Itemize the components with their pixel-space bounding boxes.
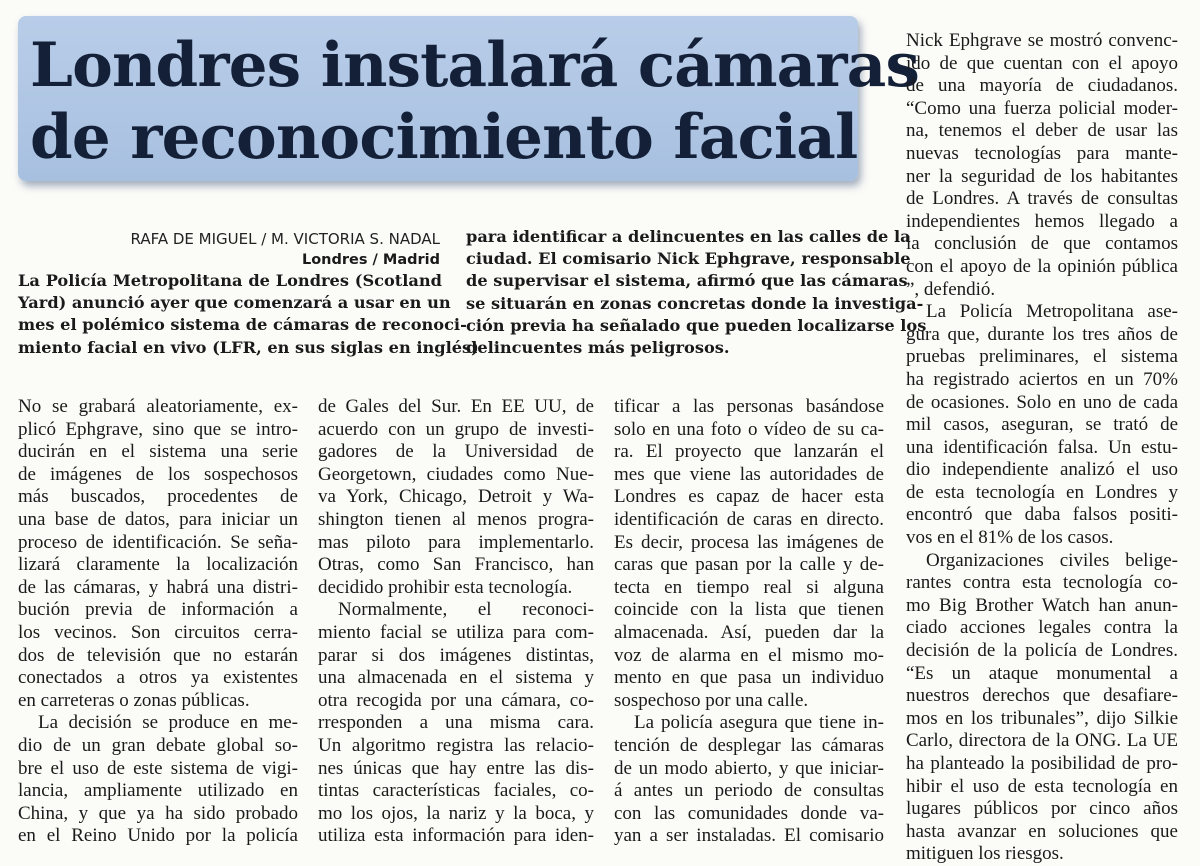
body-line: mitiguen los riesgos.	[906, 843, 1064, 865]
body-line: lancia, ampliamente utilizado en	[18, 780, 298, 802]
body-line: una almacenada en el sistema y	[318, 667, 594, 689]
body-line: de una mayoría de ciudadanos.	[906, 75, 1178, 97]
body-line: voz de alarma en el mismo mo-	[614, 644, 884, 666]
body-line: almacenada. Así, pueden dar la	[614, 621, 884, 643]
headline-line-1: Londres instalará cámaras	[30, 30, 920, 101]
body-line: tención de desplegar las cámaras	[614, 734, 884, 756]
body-line: rantes contra esta tecnología co-	[906, 572, 1178, 594]
body-line: utiliza esta información para iden-	[318, 825, 594, 847]
body-line: No se grabará aleatoriamente, ex-	[18, 396, 298, 417]
body-column-4	[906, 30, 1178, 866]
body-line: ducirán en el sistema una serie	[18, 441, 298, 463]
body-line: tificar a las personas basándose	[614, 396, 884, 417]
body-line: encontró que daba falsos positi-	[906, 504, 1178, 526]
body-line: dos de televisión que no estarán	[18, 644, 298, 666]
body-line: con las comunidades donde va-	[614, 802, 884, 824]
body-line: gadores de la Universidad de	[318, 441, 594, 463]
body-line: ner la seguridad de los habitantes	[906, 165, 1178, 187]
body-line: decidido prohibir esta tecnología.	[318, 576, 573, 598]
lead-line: delincuentes más peligrosos.	[466, 338, 730, 358]
body-line: La Policía Metropolitana ase-	[926, 301, 1178, 323]
body-line: mos en los tribunales”, dijo Silkie	[906, 707, 1178, 729]
body-line: Londres es capaz de hacer esta	[614, 486, 884, 508]
lead-line: miento facial en vivo (LFR, en sus siglas en inglés)	[18, 337, 479, 357]
body-line: miento facial se utiliza para com-	[318, 621, 594, 643]
body-line: Nick Ephgrave se mostró convenc-	[906, 30, 1178, 51]
lead-line: Yard) anunció ayer que comenzará a usar en un	[18, 293, 451, 313]
body-line: mil casos, aseguran, se trató de	[906, 414, 1178, 436]
lead-line: para identificar a delincuentes en las calles de la	[466, 227, 911, 246]
body-line: plicó Ephgrave, sino que se intro-	[18, 418, 298, 440]
body-line: en carreteras o zonas públicas.	[18, 689, 250, 711]
body-line: una identificación falsa. Un estu-	[906, 436, 1178, 458]
body-line: vos en el 81% de los casos.	[906, 527, 1114, 549]
headline-banner	[18, 16, 920, 181]
body-line: “Como una fuerza policial moder-	[906, 97, 1178, 119]
body-line: independientes hemos llegado a	[906, 210, 1178, 232]
body-line: Georgetown, ciudades como Nue-	[318, 463, 594, 485]
body-line: más buscados, procedentes de	[18, 486, 298, 508]
body-line: dio de un gran debate global so-	[18, 734, 298, 756]
body-line: mo Big Brother Watch han anun-	[906, 594, 1178, 616]
lead-line: ción previa ha señalado que pueden localizarse los	[466, 315, 927, 335]
body-line: de esta tecnología en Londres y	[906, 481, 1178, 503]
body-line: la conclusión de que contamos	[906, 233, 1178, 255]
body-line: nuevas tecnologías para mante-	[906, 142, 1178, 164]
body-line: los vecinos. Son circuitos cerra-	[18, 621, 298, 643]
body-line: rresponden a una misma cara.	[318, 712, 594, 734]
body-line: decisión de la policía de Londres.	[906, 640, 1178, 662]
body-line: Carlo, directora de la ONG. La UE	[906, 730, 1178, 752]
body-line: ciado acciones legales contra la	[906, 617, 1178, 639]
body-line: ra. El proyecto que lanzarán el	[614, 441, 884, 463]
body-line: á antes un periodo de consultas	[614, 780, 884, 802]
body-line: ”, defendió.	[906, 278, 996, 300]
body-line: La policía asegura que tiene in-	[634, 712, 884, 734]
lead-line: La Policía Metropolitana de Londres (Scotland	[18, 271, 442, 290]
body-line: dio independiente analizó el uso	[906, 459, 1178, 481]
body-column-2	[318, 396, 594, 848]
body-line: bre el uso de este sistema de vigi-	[18, 757, 298, 779]
body-line: caras que pasan por la calle y de-	[614, 554, 884, 576]
body-line: mes que viene las autoridades de	[614, 463, 884, 485]
body-line: mas piloto para implementarlo.	[318, 531, 594, 553]
body-line: de ocasiones. Solo en uno de cada	[906, 391, 1178, 413]
body-line: Organizaciones civiles belige-	[926, 549, 1178, 571]
body-line: shington tienen al menos progra-	[318, 508, 594, 530]
body-line: tecta en tiempo real si alguna	[614, 576, 884, 598]
body-line: bución previa de información a	[18, 599, 298, 621]
lead-line: mes el polémico sistema de cámaras de reconoci-	[18, 315, 467, 335]
body-line: hasta avanzar en soluciones que	[906, 820, 1178, 842]
body-line: solo en una foto o vídeo de su ca-	[614, 418, 884, 440]
lead-line: ciudad. El comisario Nick Ephgrave, responsable	[466, 249, 911, 269]
body-column-1	[18, 396, 298, 848]
body-line: proceso de identificación. Se seña-	[18, 531, 298, 553]
body-line: conectados a otros ya existentes	[18, 667, 298, 689]
body-column-3	[614, 396, 884, 848]
body-line: lugares públicos por cinco años	[906, 798, 1178, 820]
body-line: de imágenes de los sospechosos	[18, 463, 298, 485]
body-line: de Londres. A través de consultas	[906, 188, 1178, 210]
body-line: sospechoso por una calle.	[614, 689, 809, 711]
body-line: una base de datos, para iniciar un	[18, 508, 298, 530]
body-line: va York, Chicago, Detroit y Wa-	[318, 486, 594, 508]
body-line: Normalmente, el reconoci-	[338, 599, 594, 621]
body-line: La decisión se produce en me-	[38, 712, 298, 734]
body-line: pruebas preliminares, el sistema	[906, 346, 1178, 368]
body-line: China, y que ya ha sido probado	[18, 802, 298, 824]
lead-paragraph-left	[18, 270, 479, 359]
body-line: de un modo abierto, y que iniciar-	[614, 757, 884, 779]
headline-line-2: de reconocimiento facial	[30, 102, 858, 173]
body-line: Otras, como San Francisco, han	[318, 554, 594, 576]
body-line: Un algoritmo registra las relacio-	[318, 734, 594, 756]
byline-authors: RAFA DE MIGUEL / M. VICTORIA S. NADAL	[130, 230, 440, 248]
body-line: ha registrado aciertos en un 70%	[906, 368, 1178, 390]
body-line: otra recogida por una cámara, co-	[318, 689, 594, 711]
body-line: mo los ojos, la nariz y la boca, y	[318, 802, 594, 824]
dateline-location: Londres / Madrid	[301, 252, 440, 268]
body-line: tintas características faciales, co-	[318, 780, 594, 802]
body-line: Es decir, procesa las imágenes de	[614, 531, 884, 553]
body-line: mento en que pasa un individuo	[614, 667, 884, 689]
body-line: ido de que cuentan con el apoyo	[906, 52, 1178, 74]
body-line: de Gales del Sur. En EE UU, de	[318, 396, 594, 417]
body-line: nes únicas que hay entre las dis-	[318, 757, 594, 779]
body-line: hibir el uso de esta tecnología en	[906, 775, 1178, 797]
body-line: de las cámaras, y habrá una distri-	[18, 576, 298, 598]
body-line: identificación de caras en directo.	[614, 508, 884, 530]
body-line: lizará claramente la localización	[18, 554, 298, 576]
lead-line: se situarán en zonas concretas donde la investiga-	[466, 293, 924, 313]
body-line: coincide con la lista que tienen	[614, 599, 884, 621]
body-line: yan a ser instaladas. El comisario	[614, 825, 884, 847]
body-line: ha planteado la posibilidad de pro-	[906, 753, 1178, 774]
body-line: “Es un ataque monumental a	[906, 662, 1178, 684]
body-line: gura que, durante los tres años de	[906, 323, 1178, 345]
lead-line: de supervisar el sistema, afirmó que las cámaras	[466, 271, 908, 291]
body-line: na, tenemos el deber de usar las	[906, 120, 1178, 142]
body-line: acuerdo con un grupo de investi-	[318, 418, 594, 440]
body-line: nuestros derechos que desafiare-	[906, 685, 1178, 707]
body-line: en el Reino Unido por la policía	[18, 825, 298, 847]
body-line: con el apoyo de la opinión pública	[906, 255, 1178, 277]
lead-paragraph-right	[466, 226, 927, 359]
body-line: parar si dos imágenes distintas,	[318, 644, 594, 666]
